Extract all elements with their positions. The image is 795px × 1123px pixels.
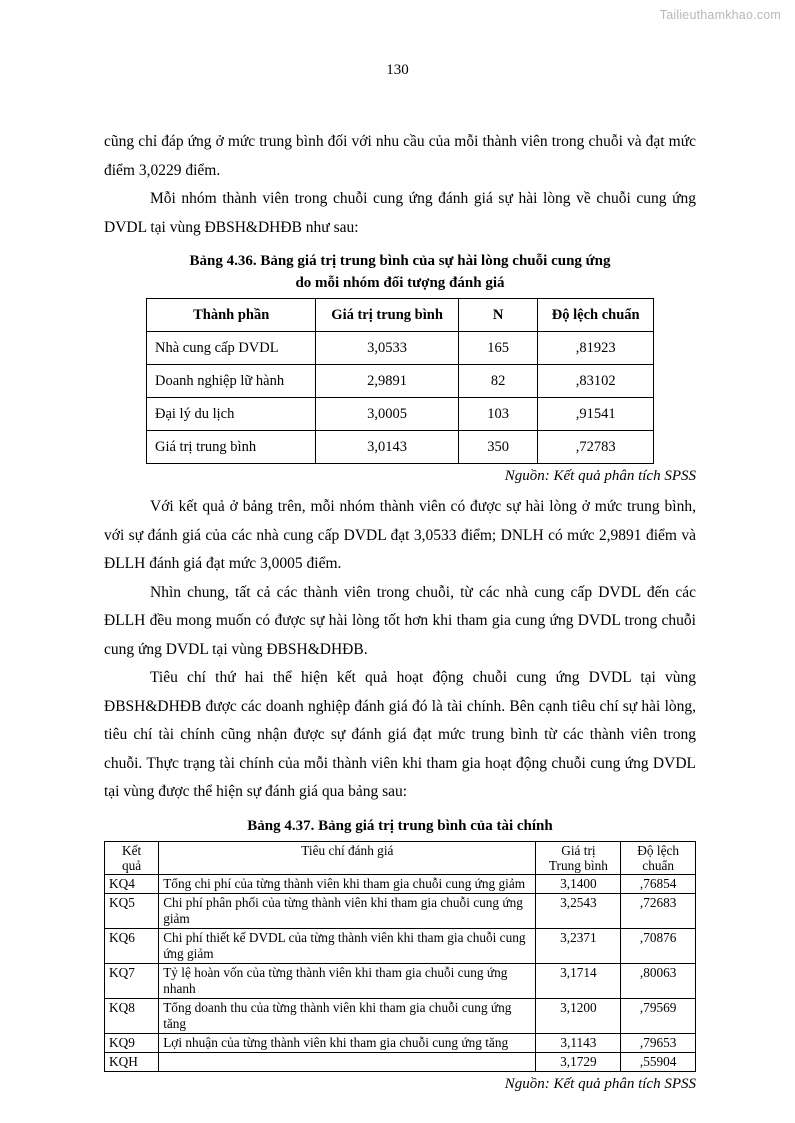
table-437-cell-sd: ,80063 [621,963,696,998]
table-436-cell: 2,9891 [316,365,458,398]
table-437-header-cell-3 [621,841,696,874]
table-436-cell: ,83102 [538,365,654,398]
table-437-cell-sd: ,72683 [621,893,696,928]
table-437-cell-sd: ,79653 [621,1033,696,1052]
table-437-header-row [105,841,696,874]
table-436-cell: 3,0533 [316,332,458,365]
table-437-header-cell-0 [105,841,159,874]
table-437-cell-code: KQ7 [105,963,159,998]
table-436-cell: ,72783 [538,431,654,464]
table-437-header-cell-2 [536,841,621,874]
table-436 [146,298,654,464]
table-437-cell-code: KQ5 [105,893,159,928]
table-row [105,1052,696,1071]
table-436-cell: Nhà cung cấp DVDL [147,332,316,365]
paragraph-1: cũng chỉ đáp ứng ở mức trung bình đối với nhu cầu của mỗi thành viên trong chuỗi và đạt mức điểm 3,0229 điểm. [104,133,696,179]
table-437-cell-sd: ,55904 [621,1052,696,1071]
page-content [104,128,696,1093]
table-436-cell: 103 [458,398,538,431]
table-436-header-row [147,299,654,332]
table-437-header-cell-1: Tiêu chí đánh giá [159,841,536,874]
table-437-header-0-line1: Kết [121,842,142,858]
table-436-cell: ,81923 [538,332,654,365]
paragraph-3: Với kết quả ở bảng trên, mỗi nhóm thành viên có được sự hài lòng ở mức trung bình, với sự đánh giá của các nhà cung cấp DVDL đạt 3,0533 điểm; DNLH có mức 2,9891 điểm và ĐLLH đánh giá đạt mức 3,0005 điểm. [104,498,696,572]
table-436-caption-line1: Bảng 4.36. Bảng giá trị trung bình của sự hài lòng chuỗi cung ứng [189,253,611,269]
table-436-cell: 3,0143 [316,431,458,464]
table-437-cell-mean: 3,2543 [536,893,621,928]
table-436-cell: Đại lý du lịch [147,398,316,431]
table-436-caption [104,250,696,294]
table-row [105,928,696,963]
table-436-cell: 82 [458,365,538,398]
table-437-cell-criteria: Tổng doanh thu của từng thành viên khi tham gia chuỗi cung ứng tăng [159,998,536,1033]
table-437-cell-criteria: Tổng chi phí của từng thành viên khi tham gia chuỗi cung ứng giảm [159,874,536,893]
site-watermark: Tailieuthamkhao.com [659,8,781,22]
table-row [105,893,696,928]
table-437-caption: Bảng 4.37. Bảng giá trị trung bình của tài chính [247,817,553,834]
paragraph-4: Nhìn chung, tất cả các thành viên trong chuỗi, từ các nhà cung cấp DVDL đến các ĐLLH đều mong muốn có được sự hài lòng tốt hơn khi tham gia cung ứng DVDL trong chuỗi cung ứng DVDL tại vùng ĐBSH&DHĐB. [104,583,696,658]
table-436-cell: 3,0005 [316,398,458,431]
table-437-cell-mean: 3,1143 [536,1033,621,1052]
table-436-header-cell-0: Thành phần [147,299,316,332]
table-row [147,332,654,365]
table-437-cell-code: KQ4 [105,874,159,893]
table-437-cell-criteria: Tỷ lệ hoàn vốn của từng thành viên khi tham gia chuỗi cung ứng nhanh [159,963,536,998]
paragraph-2: Mỗi nhóm thành viên trong chuỗi cung ứng đánh giá sự hài lòng về chuỗi cung ứng DVDL tại vùng ĐBSH&DHĐB như sau: [104,190,696,236]
table-436-caption-line2: do mỗi nhóm đối tượng đánh giá [295,275,505,291]
table-436-cell: Giá trị trung bình [147,431,316,464]
table-437-header-0-line2: quả [121,857,142,873]
table-437-cell-code: KQH [105,1052,159,1071]
table-436-header-cell-3: Độ lệch chuẩn [538,299,654,332]
table-436-cell: ,91541 [538,398,654,431]
table-437-cell-mean: 3,1714 [536,963,621,998]
table-436-header-cell-2: N [458,299,538,332]
table-row [105,963,696,998]
table-436-cell: 350 [458,431,538,464]
table-437-cell-sd: ,79569 [621,998,696,1033]
table-row [147,398,654,431]
table-437-cell-criteria: Chi phí phân phối của từng thành viên khi tham gia chuỗi cung ứng giảm [159,893,536,928]
table-437-cell-mean: 3,1400 [536,874,621,893]
table-437-cell-code: KQ9 [105,1033,159,1052]
table-437-cell-code: KQ6 [105,928,159,963]
table-437-cell-code: KQ8 [105,998,159,1033]
table-437-cell-sd: ,76854 [621,874,696,893]
table-row [105,998,696,1033]
table-437-header-2-line2: Trung bình [548,857,608,873]
paragraph-5: Tiêu chí thứ hai thể hiện kết quả hoạt động chuỗi cung ứng DVDL tại vùng ĐBSH&DHĐB được các doanh nghiệp đánh giá đó là tài chính. Bên cạnh tiêu chí sự hài lòng, tiêu chí tài chính cũng nhận được sự đánh giá đạt mức trung bình từ các thành viên trong chuỗi. Thực trạng tài chính của mỗi thành viên khi tham gia hoạt động chuỗi cung ứng DVDL tại vùng được thể hiện sự đánh giá qua bảng sau: [104,669,696,800]
table-437-header-3-line1: Độ lệch [637,842,680,858]
table-436-header-cell-1: Giá trị trung bình [316,299,458,332]
table-437-header-2-line1: Giá trị [561,842,596,858]
table-row [147,431,654,464]
table-437-cell-sd: ,70876 [621,928,696,963]
table-437-header-3-line2: chuẩn [642,857,675,873]
table-row [147,365,654,398]
table-437-cell-criteria: Chi phí thiết kế DVDL của từng thành viên khi tham gia chuỗi cung ứng giảm [159,928,536,963]
table-437-source: Nguồn: Kết quả phân tích SPSS [504,1075,696,1092]
table-row [105,1033,696,1052]
table-437-cell-mean: 3,2371 [536,928,621,963]
table-437-cell-mean: 3,1729 [536,1052,621,1071]
table-436-cell: 165 [458,332,538,365]
table-437-cell-mean: 3,1200 [536,998,621,1033]
table-437 [104,841,696,1072]
table-437-cell-criteria [159,1052,536,1071]
page-number: 130 [386,62,409,78]
table-row [105,874,696,893]
table-436-cell: Doanh nghiệp lữ hành [147,365,316,398]
table-437-cell-criteria: Lợi nhuận của từng thành viên khi tham gia chuỗi cung ứng tăng [159,1033,536,1052]
table-436-source: Nguồn: Kết quả phân tích SPSS [504,468,696,484]
